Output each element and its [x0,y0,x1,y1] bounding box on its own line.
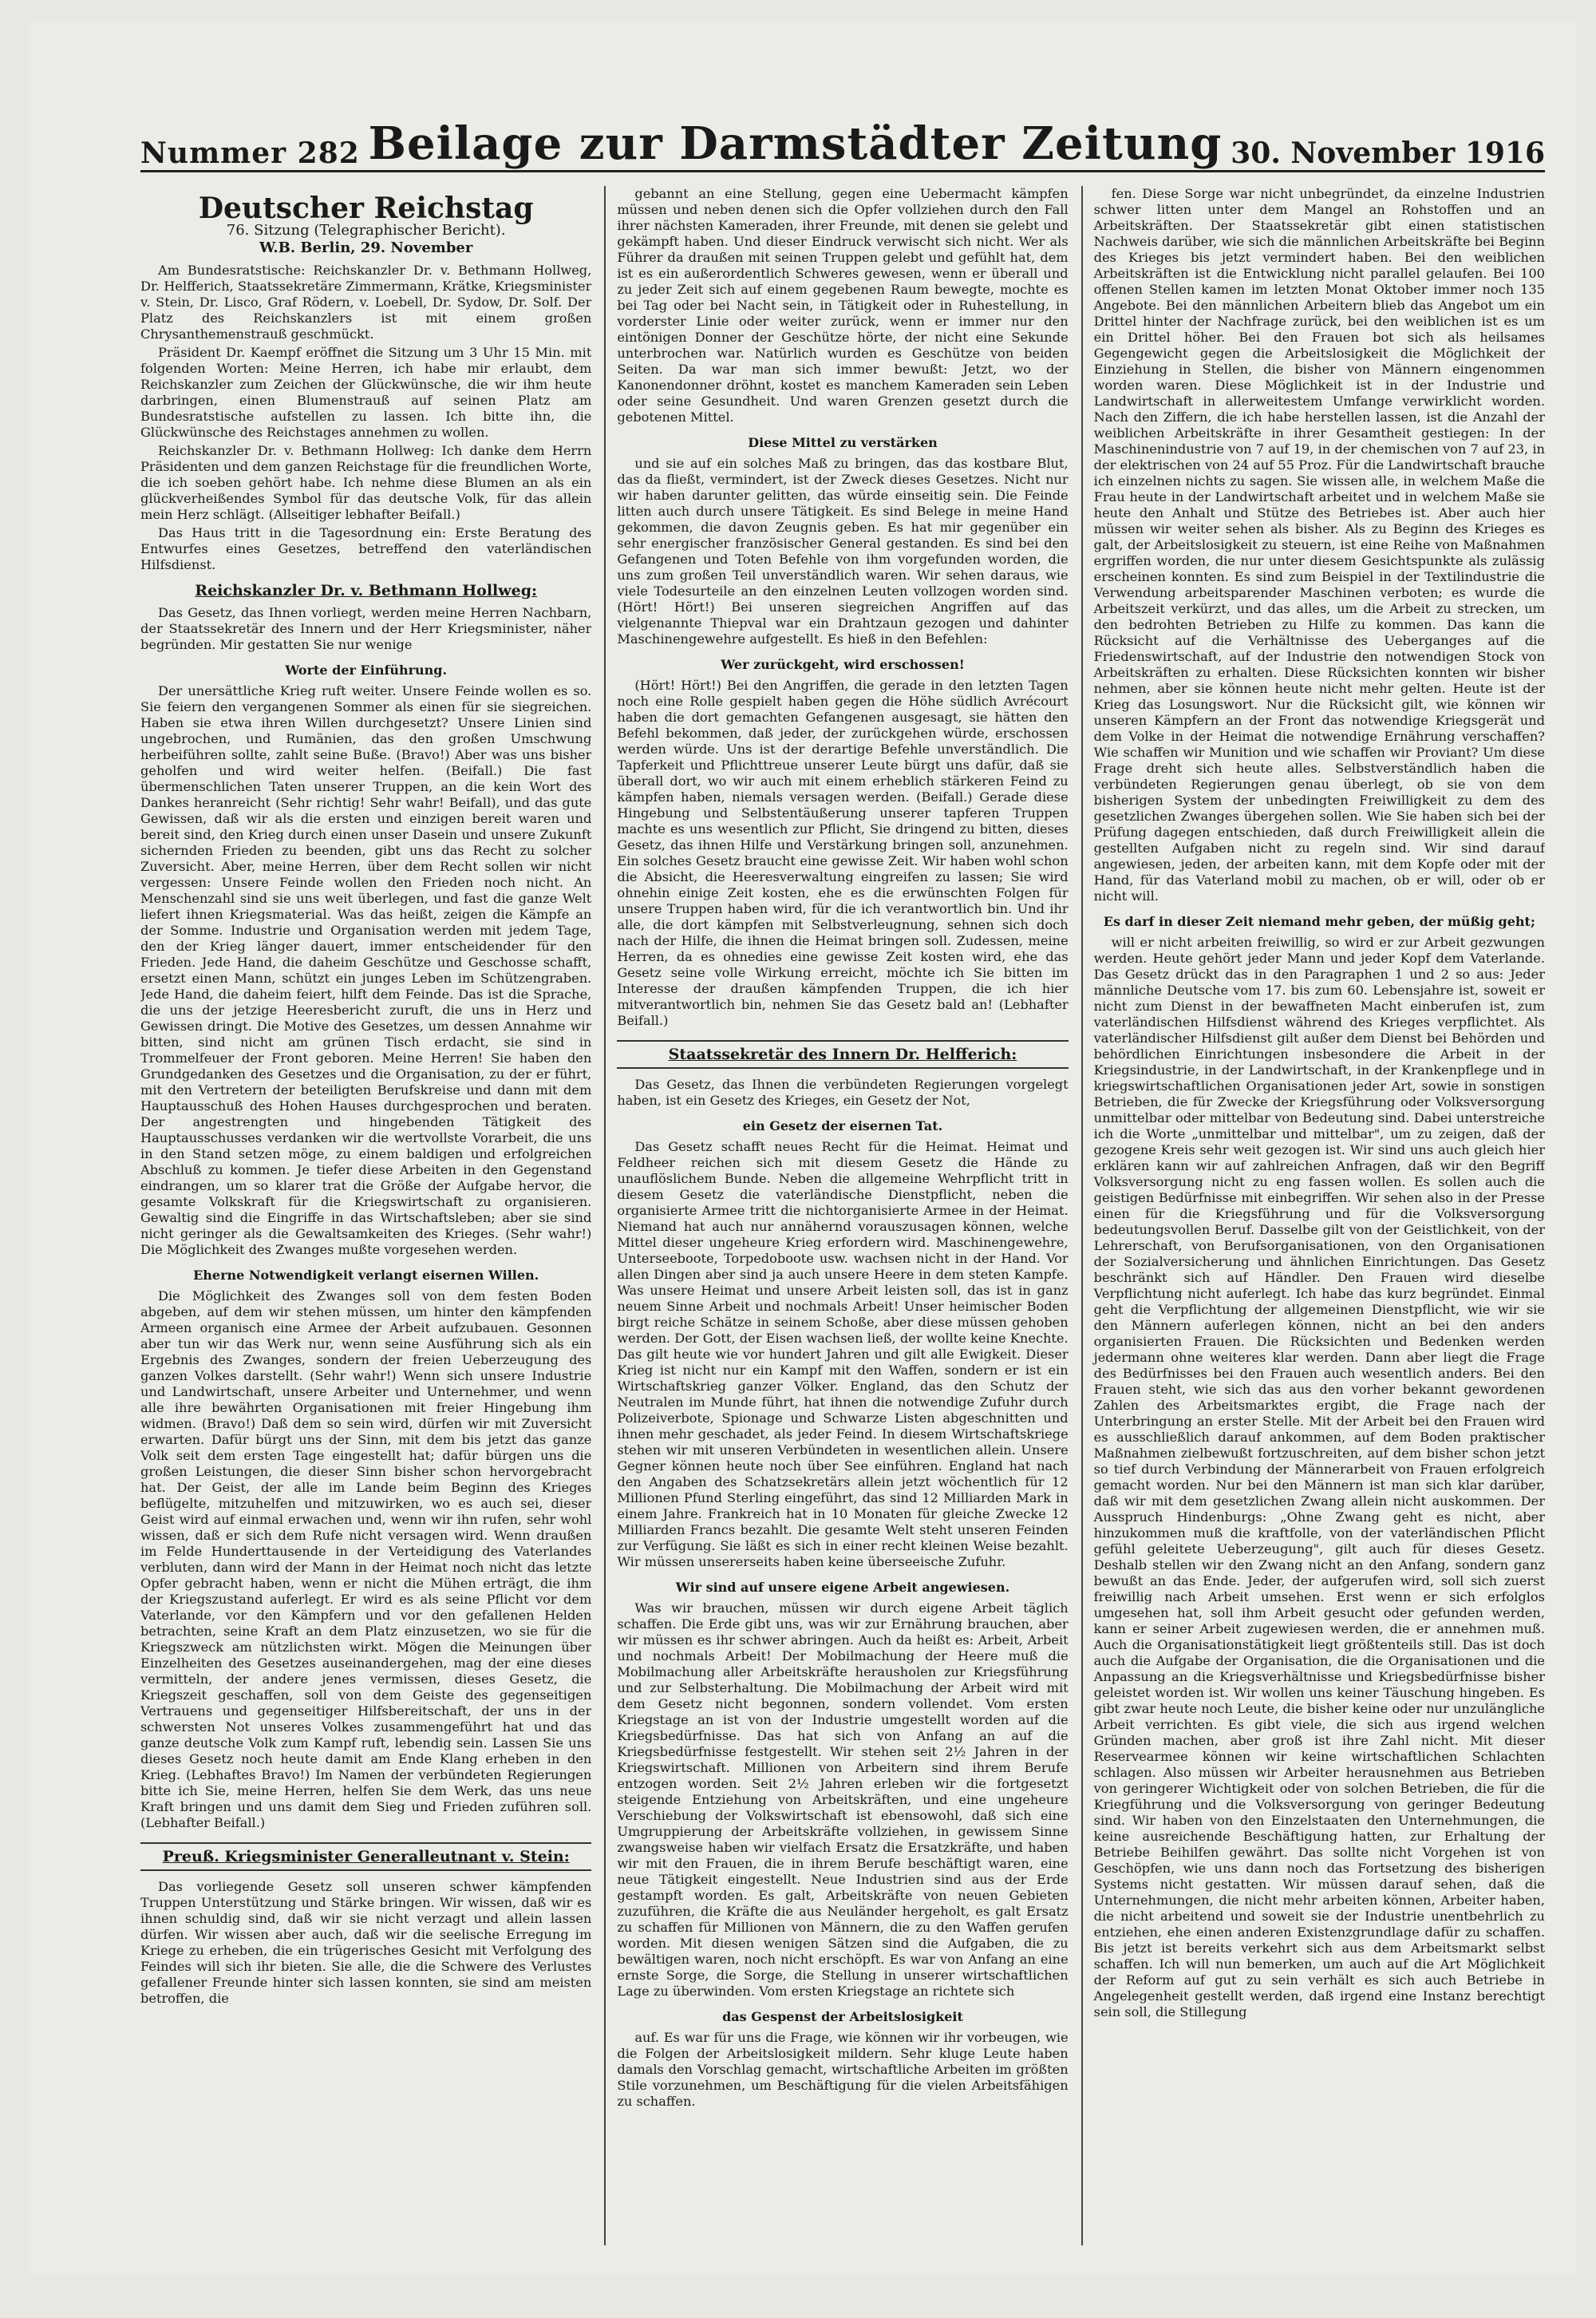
speaker-block [140,1842,591,1871]
newspaper-page [29,22,1577,2273]
paragraph: Das Gesetz, das Ihnen vorliegt, werden meine Herren Nachbarn, der Staatssekretär des Innern und der Herr Kriegsminister, näher begründen. Mir gestatten Sie nur wenige [140,605,592,652]
paragraph: Am Bundesratstische: Reichskanzler Dr. v. Bethmann Hollweg, Dr. Helfferich, Staatssekretäre Zimmermann, Krätke, Kriegsminister v. Stein, Dr. Lisco, Graf Rödern, v. Loebell, Dr. Sydow, Dr. Solf. Der Platz des Reichskanzlers ist mit einem großen Chrysanthemenstrauß geschmückt. [140,263,592,342]
speaker-heading: Staatssekretär des Innern Dr. Helfferich: [668,1046,1017,1063]
paragraph: Der unersättliche Krieg ruft weiter. Unsere Feinde wollen es so. Sie feiern den vergangenen Sommer als einen für sie siegreichen. Haben sie etwa ihren Willen durchgesetzt? Unsere Linien sind ungebrochen, und Rumänien, das den großen Umschwung herbeiführen sollte, zahlt seine Buße. (Bravo!) Aber was uns bisher geholfen und wird weiter helfen. (Beifall.) Die fast übermenschlichen Taten unserer Truppen, an die kein Wort des Dankes heranreicht (Sehr richtig! Sehr wahr! Beifall), und das gute Gewissen, daß wir als die ersten und einzigen bereit waren und bereit sind, den Krieg durch einen unser Dasein und unsere Zukunft sichernden Frieden zu beenden, gibt uns das Recht zu solcher Zuversicht. Aber, meine Herren, über dem Recht sollen wir nicht vergessen: Unsere Feinde wollen den Frieden noch nicht. An Menschenzahl sind sie uns weit überlegen, und fast die ganze Welt liefert ihnen Kriegsmaterial. Was das heißt, zeigen die Kämpfe an der Somme. Industrie und Organisation werden mit jedem Tage, den der Krieg länger dauert, immer entscheidender für den Frieden. Jede Hand, die daheim Geschütze und Geschosse schafft, ersetzt einen Mann, schützt ein junges Leben im Schützengraben. Jede Hand, die daheim feiert, hilft dem Feinde. Das ist die Sprache, die uns der jetzige Heeresbericht zuruft, die uns in Herz und Gewissen dringt. Die Motive des Gesetzes, um dessen Annahme wir bitten, sind nicht am grünen Tisch erdacht, sie sind in Trommelfeuer der Front geboren. Meine Herren! Sie haben den Grundgedanken des Gesetzes und die Organisation, zu der er führt, mit den Vertretern der beteiligten Berufskreise und dann mit dem Hauptausschuß des Hohen Hauses durchgesprochen und beraten. Der angestrengten und hingebenden Tätigkeit des Hauptausschusses verdanken wir die wertvollste Vorarbeit, die uns in den Stand setzen möge, zu einem baldigen und erfolgreichen Abschluß zu kommen. Je tiefer diese Arbeiten in den Gegenstand eindrangen, um so klarer trat die Größe der Aufgabe hervor, die gesamte Volkskraft für die Kriegswirtschaft zu organisieren. Gewaltig sind die Eingriffe in das Wirtschaftsleben; aber sie sind nicht geringer als die Gewaltsamkeiten des Krieges. (Sehr wahr!) Die Möglichkeit des Zwanges mußte vorgesehen werden. [140,683,592,1257]
paragraph: Das Gesetz, das Ihnen die verbündeten Regierungen vorgelegt haben, ist ein Gesetz des Krieges, ein Gesetz der Not, [617,1077,1069,1108]
paragraph: Das Gesetz schafft neues Recht für die Heimat. Heimat und Feldheer reichen sich mit diesem Gesetz die Hände zu unauflöslichem Bunde. Neben die allgemeine Wehrpflicht tritt in diesem Gesetz die vaterländische Dienstpflicht, neben die organisierte Armee tritt die nichtorganisierte Armee in der Heimat. Niemand hat auch nur annähernd vorauszusagen können, welche Mittel dieser ungeheure Krieg erfordern wird. Maschinengewehre, Unterseeboote, Torpedoboote usw. wachsen nicht in der Hand. Vor allen Dingen aber sind ja auch unsere Heere in dem steten Kampfe. Was unsere Heimat und unsere Arbeit leisten soll, das ist in ganz neuem Sinne Arbeit und nochmals Arbeit! Unser heimischer Boden birgt reiche Schätze in seinem Schoße, aber diese müssen gehoben werden. Der Gott, der Eisen wachsen ließ, der wollte keine Knechte. Das gilt heute wie vor hundert Jahren und gilt alle Ewigkeit. Dieser Krieg ist nicht nur ein Kampf mit den Waffen, sondern er ist ein Wirtschaftskrieg ganzer Völker. England, das den Schutz der Neutralen im Munde führt, hat ihnen die notwendige Zufuhr durch Polizeiverbote, Spionage und Schwarze Listen abgeschnitten und ihnen mehr geschadet, als jeder Feind. In diesem Wirtschaftskriege stehen wir mit unseren Verbündeten in wesentlichen allein. Unsere Gegner können heute noch über See einführen. England hat nach den Angaben des Schatzsekretärs allein jetzt wöchentlich für 12 Millionen Pfund Sterling eingeführt, das sind 12 Milliarden Mark in einem Jahre. Frankreich hat in 10 Monaten für gleiche Zwecke 12 Milliarden Francs bezahlt. Die gesamte Welt steht unseren Feinden zur Verfügung. Sie läßt es sich in einer recht kleinen Weise bezahlt. Wir müssen unsererseits haben keine überseeische Zufuhr. [617,1139,1069,1569]
masthead [140,114,1545,172]
newspaper-title: Beilage zur Darmstädter Zeitung [368,117,1223,170]
speaker-block [617,1040,1068,1069]
column-2 [604,186,1068,2245]
paragraph: und sie auf ein solches Maß zu bringen, das das kostbare Blut, das da fließt, vermindert, ist der Zweck dieses Gesetzes. Nicht nur wir haben darunter gelitten, das würde einseitig sein. Die Feinde litten auch durch unsere Tätigkeit. Es sind Belege in meine Hand gekommen, die davon Zeugnis geben. Es hat mir gegenüber ein sehr energischer französischer General gestanden. Es sind bei den Gefangenen und Toten Befehle von ihm vorgefunden worden, die uns zum großen Teil unverständlich waren. Wir sehen daraus, wie viele Todesurteile an den einzelnen Leuten vollzogen worden sind. (Hört! Hört!) Bei unseren siegreichen Angriffen auf das vielgenannte Thiepval war ein Drahtzaun gezogen und dahinter Maschinengewehre aufgestellt. Es hieß in den Befehlen: [617,456,1069,647]
subheading: ein Gesetz der eisernen Tat. [742,1118,943,1133]
issue-number: Nummer 282 [140,136,360,170]
subheading: Diese Mittel zu verstärken [748,435,938,450]
subheading: Es darf in dieser Zeit niemand mehr geben, der müßig geht; [1103,914,1535,929]
subheading: Worte der Einführung. [285,663,448,678]
subheading: Wer zurückgeht, wird erschossen! [721,657,965,672]
paragraph: Das Haus tritt in die Tagesordnung ein: Erste Beratung des Entwurfes eines Gesetzes, betreffend den vaterländischen Hilfsdienst. [140,525,592,572]
issue-date: 30. November 1916 [1231,136,1545,170]
column-1 [140,186,591,2245]
paragraph: will er nicht arbeiten freiwillig, so wird er zur Arbeit gezwungen werden. Heute gehört jeder Mann und jeder Kopf dem Vaterlande. Das Gesetz drückt das in den Paragraphen 1 und 2 so aus: Jeder männliche Deutsche vom 17. bis zum 60. Lebensjahre ist, soweit er nicht zum Dienst in der bewaffneten Macht einberufen ist, zum vaterländischen Hilfsdienst während des Krieges verpflichtet. Als vaterländischer Hilfsdienst gilt außer dem Dienst bei Behörden und behördlichen Einrichtungen insbesondere die Arbeit in der Kriegsindustrie, in der Landwirtschaft, in der Krankenpflege und in kriegswirtschaftlichen Organisationen jeder Art, sowie in sonstigen Betrieben, die für Zwecke der Kriegsführung oder Volksversorgung unmittelbar oder mittelbar von Bedeutung sind. Dabei unterstreiche ich die Worte „unmittelbar und mittelbar", um zu zeigen, daß der gezogene Kreis sehr weit gezogen ist. Wir sind uns auch gleich hier erklären kann wir auf zahlreichen Anfragen, daß wir den Begriff Volksversorgung nicht zu eng fassen wollen. Es sollen auch die geistigen Bedürfnisse mit einbegriffen. Wir sehen also in der Presse einen für die Kriegsführung und für die Volksversorgung bedeutungsvollen Beruf. Dasselbe gilt von der Geistlichkeit, von der Lehrerschaft, von Berufsorganisationen, von den Organisationen der Sozialversicherung und ähnlichen Einrichtungen. Das Gesetz beschränkt sich auf Händler. Den Frauen wird dieselbe Verpflichtung nicht auferlegt. Ich habe das kurz begründet. Einmal geht die Verpflichtung der allgemeinen Dienstpflicht, wie wir sie den Männern auferlegen können, nicht an bei den anders organisierten Frauen. Die Rücksichten und Bedenken werden jedermann ohne weiteres klar werden. Dann aber liegt die Frage des Bedürfnisses bei den Frauen auch wesentlich anders. Bei den Frauen steht, wie sich das aus den vorher bekannt gewordenen Zahlen des Arbeitsmarktes ergibt, die Frage nach der Unterbringung an erster Stelle. Mit der Arbeit bei den Frauen wird es ausschließlich darauf ankommen, auf dem Boden praktischer Maßnahmen zielbewußt fortzuschreiten, auf dem bisher schon jetzt so tief durch Verbindung der Männerarbeit von Frauen erfolgreich gemacht worden. Nur bei den Männern ist man sich klar darüber, daß wir mit dem gesetzlichen Zwang allein nicht auskommen. Der Ausspruch Hindenburgs: „Ohne Zwang geht es nicht, aber hinzukommen muß die kraftfolle, von der vaterländischen Pflicht gefühl geleitete Ueberzeugung", gilt auch für dieses Gesetz. Deshalb stellen wir den Zwang nicht an den Anfang, sondern ganz bewußt an das Ende. Jeder, der aufgerufen wird, soll sich zuerst freiwillig nach Arbeit umsehen. Erst wenn er sich erfolglos umgesehen hat, soll ihm Arbeit gesucht oder gefunden werden, kann er seiner Arbeit zugewiesen werden, die er annehmen muß. Auch die Organisationstätigkeit liegt größtenteils still. Das ist doch auch die Aufgabe der Organisation, die die Organisationen und die Anpassung an die Kriegsverhältnisse und Kriegsbedürfnisse bisher geleistet worden ist. Wir wollen uns keiner Täuschung hingeben. Es gibt zwar heute noch Leute, die bisher keine oder nur unzulängliche Arbeit verrichten. Es gibt viele, die sich aus irgend welchen Gründen machen, aber groß ist ihre Zahl nicht. Mit dieser Reservearmee können wir keine wirtschaftlichen Schlachten schlagen. Also müssen wir Arbeiter herausnehmen aus Betrieben von geringerer Wichtigkeit oder von solchen Betrieben, die für die Kriegführung und die Volksversorgung von geringer Bedeutung sind. Wir haben von den Einzelstaaten den Unternehmungen, die keine ausreichende Beschäftigung hatten, zur Erhaltung der Betriebe Beihilfen gewährt. Das sollte nicht Vorgehen ist von Geschöpfen, wie uns dann noch das Fortsetzung des bisherigen Systems nicht gestatten. Wir müssen darauf sehen, daß die Unternehmungen, die nicht mehr arbeiten können, Arbeiter haben, die nicht arbeitend und soweit sie der Industrie unentbehrlich zu entziehen, ehe einen anderen Existenzgrundlage dafür zu schaffen. Bis jetzt ist bereits verkehrt sich aus dem Arbeitsmarkt selbst schaffen. Ich will nun bemerken, um auch auf die Art Möglichkeit der Reform auf gut zu sein verhält es sich auch Betriebe in Angelegenheit gestellt werden, daß irgend eine Instanz berechtigt sein soll, die Stillegung [1093,935,1545,2019]
subheading: Eherne Notwendigkeit verlangt eisernen Willen. [193,1268,539,1283]
session-line: 76. Sitzung (Telegraphischer Bericht). [226,222,506,239]
article-columns [140,186,1545,2245]
subheading: Wir sind auf unsere eigene Arbeit angewiesen. [675,1580,1010,1595]
column-3 [1081,186,1545,2245]
paragraph: Präsident Dr. Kaempf eröffnet die Sitzung um 3 Uhr 15 Min. mit folgenden Worten: Meine Herren, ich habe mir erlaubt, dem Reichskanzler zum Zeichen der Glückwünsche, die wir ihm heute darbringen, einen Blumenstrauß auf seinen Platz am Bundesratstische aufstellen zu lassen. Ich bitte ihn, die Glückwünsche des Reichstages annehmen zu wollen. [140,345,592,440]
paragraph: (Hört! Hört!) Bei den Angriffen, die gerade in den letzten Tagen noch eine Rolle gespielt haben gegen die Höhe südlich Avrécourt haben die dort gemachten Gefangenen ausgesagt, sie hätten den Befehl bekommen, daß jeder, der zurückgehen würde, erschossen werden würde. Uns ist der derartige Befehle unverständlich. Die Tapferkeit und Pflichttreue unserer Leute bürgt uns dafür, daß sie überall dort, wo wir auch mit einem erheblich stärkeren Feind zu kämpfen haben, niemals versagen werden. (Beifall.) Gerade diese Hingebung und Selbstentäußerung unserer tapferen Truppen machte es uns wesentlich zur Pflicht, Sie dringend zu bitten, dieses Gesetz, das ihnen Hilfe und Verstärkung bringen soll, anzunehmen. Ein solches Gesetz braucht eine gewisse Zeit. Wir haben wohl schon die Absicht, die Heeresverwaltung eingreifen zu lassen; Sie wird ohnehin einige Zeit kosten, ehe es die erwünschten Folgen für unsere Truppen haben wird, für die ich verantwortlich bin. Und ihr alle, die dort kämpfen mit Selbstverleugnung, sehnen sich doch nach der Hilfe, die ihnen die Heimat bringen soll. Zudessen, meine Herren, da es ohnedies eine gewisse Zeit kosten wird, ehe das Gesetz seine volle Wirkung erreicht, möchte ich Sie bitten im Interesse der draußen kämpfenden Truppen, die ich hier mitverantwortlich bin, nehmen Sie das Gesetz bald an! (Lebhafter Beifall.) [617,678,1069,1028]
speaker-heading: Preuß. Kriegsminister Generalleutnant v. Stein: [162,1848,570,1865]
section-title: Deutscher Reichstag [198,192,534,225]
subheading: das Gespenst der Arbeitslosigkeit [722,2009,963,2024]
paragraph: Was wir brauchen, müssen wir durch eigene Arbeit täglich schaffen. Die Erde gibt uns, was wir zur Ernährung brauchen, aber wir müssen es ihr schwer abringen. Auch da heißt es: Arbeit, Arbeit und nochmals Arbeit! Der Mobilmachung der Heere muß die Mobilmachung aller Arbeitskräfte herausholen zur Kriegsführung und zur Selbsterhaltung. Die Mobilmachung der Arbeit wird mit dem Gesetz nicht begonnen, sondern vollendet. Vom ersten Kriegstage an ist von der Industrie umgestellt worden auf die Kriegsbedürfnisse. Das hat sich von Anfang an auf die Kriegsbedürfnisse festgestellt. Wir stehen seit 2½ Jahren in der Kriegswirtschaft. Millionen von Arbeitern sind ihrem Berufe entzogen worden. Seit 2½ Jahren erleben wir die fortgesetzt steigende Entziehung von Arbeitskräften, und eine ungeheure Verschiebung der Volkswirtschaft ist ebensowohl, daß sich eine Umgruppierung der Arbeitskräfte vollziehen, in gewissem Sinne zwangsweise haben wir vielfach Ersatz die Ersatzkräfte, und haben wir mit den Frauen, die in ihrem Berufe beschäftigt waren, eine neue Tätigkeit eingestellt. Neue Industrien sind aus der Erde gestampft worden. Es galt, Arbeitskräfte von neuen Gebieten zuzuführen, die Kräfte die aus Neuländer hergeholt, es galt Ersatz zu schaffen für Millionen von Männern, die zu den Waffen gerufen worden. Mit diesen wenigen Sätzen sind die Aufgaben, die zu bewältigen waren, noch nicht erschöpft. Es war von Anfang an eine ernste Sorge, die Sorge, die Stellung in unserer wirtschaftlichen Lage zu überwinden. Vom ersten Kriegstage an richtete sich [617,1600,1069,1999]
paragraph: Die Möglichkeit des Zwanges soll von dem festen Boden abgeben, auf dem wir stehen müssen, um hinter den kämpfenden Armeen organisch eine Armee der Arbeit aufzubauen. Gesonnen aber tun wir das Werk nur, wenn seine Ausführung sich als ein Ergebnis des Zwanges, sondern der freien Ueberzeugung des ganzen Volkes darstellt. (Sehr wahr!) Wenn sich unsere Industrie und Landwirtschaft, unsere Arbeiter und Unternehmer, und wenn alle ihre bewährten Organisationen mit freier Hingebung ihm widmen. (Bravo!) Daß dem so sein wird, dürfen wir mit Zuversicht erwarten. Dafür bürgt uns der Sinn, mit dem bis jetzt das ganze Volk seit dem ersten Tage eingestellt hat; dafür bürgen uns die großen Leistungen, die dieser Sinn bisher schon hervorgebracht hat. Der Geist, der alle im Lande beim Beginn des Krieges beflügelte, mitzuhelfen und mitzuwirken, wo es auch sei, dieser Geist wird auf einmal erwachen und, wenn wir ihn rufen, sehr wohl wissen, daß er sich dem Rufe nicht versagen wird. Wenn draußen im Felde Hunderttausende in der Verteidigung des Vaterlandes verbluten, dann wird der Mann in der Heimat noch nicht das letzte Opfer gebracht haben, wenn er nicht die Mühen erträgt, die ihm der Kriegszustand auferlegt. Er wird es als seine Pflicht vor dem Vaterlande, vor den Kämpfern und vor den gefallenen Helden betrachten, seine Kraft an dem Platz einzusetzen, wo sie für die Kriegszweck am nützlichsten wirkt. Mögen die Meinungen über Einzelheiten des Gesetzes auseinandergehen, mag der eine dieses vermitteln, der andere jenes vermissen, dieses Gesetz, die Kriegszeit geschaffen, soll von dem Geiste des gegenseitigen Vertrauens und gegenseitiger Hilfsbereitschaft, der uns in der schwersten Not unseres Volkes zusammengeführt hat und das ganze deutsche Volk zum Kampf ruft, lebendig sein. Lassen Sie uns dieses Gesetz noch heute damit am Ende Klang erheben in den Krieg. (Lebhaftes Bravo!) Im Namen der verbündeten Regierungen bitte ich Sie, meine Herren, helfen Sie dem Werk, das uns neue Kraft bringen und uns damit dem Sieg und Frieden zuführen soll. (Lebhafter Beifall.) [140,1288,592,1830]
dateline: W.B. Berlin, 29. November [259,239,473,256]
speaker-heading: Reichskanzler Dr. v. Bethmann Hollweg: [195,582,538,599]
paragraph: gebannt an eine Stellung, gegen eine Uebermacht kämpfen müssen und neben denen sich die Opfer vollziehen durch den Fall ihrer nächsten Kameraden, ihrer Freunde, mit denen sie gelebt und gekämpft haben. Und dieser Eindruck verwischt sich nicht. Wer als Führer da draußen mit seinen Truppen gelebt und gefühlt hat, dem ist es ein außerordentlich Schweres gewesen, wenn er überall und zu jeder Zeit sich auf einem gegebenen Raum bewegte, mochte es bei Tag oder bei Nacht sein, in Tätigkeit oder in Ruhestellung, in vorderster Linie oder weiter zurück, wenn er immer nur den eintönigen Donner der Geschütze hörte, der nicht eine Sekunde unterbrochen war. Natürlich wurden es Geschütze von beiden Seiten. Da war man sich immer bewußt: Jetzt, wo der Kanonendonner dröhnt, kostet es manchem Kameraden sein Leben oder seine Gesundheit. Und waren Grenzen gesetzt durch die gebotenen Mittel. [617,186,1069,425]
paragraph: auf. Es war für uns die Frage, wie können wir ihr vorbeugen, wie die Folgen der Arbeitslosigkeit mildern. Sehr kluge Leute haben damals den Vorschlag gemacht, wirtschaftliche Arbeiten im größten Stile vorzunehmen, um Beschäftigung für die vielen Arbeitsfähigen zu schaffen. [617,2030,1069,2109]
paragraph: Das vorliegende Gesetz soll unseren schwer kämpfenden Truppen Unterstützung und Stärke bringen. Wir wissen, daß wir es ihnen schuldig sind, daß wir sie nicht verzagt und allein lassen dürfen. Wir wissen aber auch, daß wir die seelische Erregung im Kriege zu erheben, die ein trügerisches Gesicht mit Verfolgung des Feindes will sich ihr bieten. Sie alle, die die Schwere des Verlustes gefallener Freunde hinter sich lassen konnten, sie sind am meisten betroffen, die [140,1879,592,2006]
paragraph: Reichskanzler Dr. v. Bethmann Hollweg: Ich danke dem Herrn Präsidenten und dem ganzen Reichstage für die freundlichen Worte, die ich soeben gehört habe. Ich nehme diese Blumen an als ein glückverheißendes Symbol für das deutsche Volk, für das allein mein Herz schlägt. (Allseitiger lebhafter Beifall.) [140,443,592,522]
paragraph: fen. Diese Sorge war nicht unbegründet, da einzelne Industrien schwer litten unter dem Mangel an Rohstoffen und an Arbeitskräften. Der Staatssekretär gibt einen statistischen Nachweis darüber, wie sich die männlichen Arbeitskräfte bei Beginn des Krieges bis jetzt vermindert haben. Bei den weiblichen Arbeitskräften ist die Entwicklung nicht parallel gelaufen. Bei 100 offenen Stellen kamen im letzten Monat Oktober immer noch 135 Angebote. Bei den männlichen Arbeitern blieb das Angebot um ein Drittel hinter der Nachfrage zurück, bei den weiblichen ist es um ein Drittel höher. Bei den Frauen bot sich als heilsames Gegengewicht gegen die Arbeitslosigkeit die Möglichkeit der Einziehung in Stellen, die bisher von Männern eingenommen worden waren. Diese Möglichkeit ist in der Industrie und Landwirtschaft in allerweitestem Umfange verwirklicht worden. Nach den Ziffern, die ich habe herstellen lassen, ist die Anzahl der weiblichen Arbeitskräfte in ihrer Gesamtheit gestiegen: In der Maschinenindustrie von 7 auf 19, in der chemischen von 7 auf 23, in der elektrischen von 24 auf 55 Proz. Für die Landwirtschaft brauche ich einzelnen nichts zu sagen. Sie wissen alle, in welchem Maße die Frau heute in der Landwirtschaft arbeitet und in welchem Maße sie heute den Anhalt und Stütze des Betriebes ist. Aber auch hier müssen wir weiter sehen als bisher. Als zu Beginn des Krieges es galt, der Arbeitslosigkeit zu steuern, ist eine Reihe von Maßnahmen ergriffen worden, die nur unter diesem Gesichtspunkte als zulässig erscheinen konnten. Es sind zum Beispiel in der Textilindustrie die Verwendung arbeitsparender Maschinen verboten; es wurde die Arbeitszeit verkürzt, und das alles, um die Arbeit zu strecken, um den bedrohten Betrieben zu Hilfe zu kommen. Das kann die Rücksicht auf die Verhältnisse des Ueberganges auf die Friedenswirtschaft, auf der Industrie den notwendigen Stock von Arbeitskräften zu erhalten. Diese Rücksichten konnten wir bisher nehmen, aber sie können heute nicht mehr gelten. Heute ist der Krieg das Losungswort. Nur die Rücksicht gilt, wie können wir unseren Kämpfern an der Front das notwendige Kriegsgerät und dem Volke in der Heimat die notwendige Ernährung verschaffen? Wie schaffen wir Munition und wie schaffen wir Proviant? Um diese Frage dreht sich heute alles. Selbstverständlich haben die verbündeten Regierungen genau überlegt, ob sie von dem bisherigen System der unbedingten Freiwilligkeit zu dem des gesetzlichen Zwanges übergehen sollen. Wie Sie haben sich bei der Prüfung dagegen entschieden, daß durch Freiwilligkeit allein die gestellten Aufgaben nicht zu regeln sind. Wir sind darauf angewiesen, jeden, der arbeiten kann, mit dem Kopfe oder mit der Hand, für das Vaterland mobil zu machen, ob er will, oder ob er nicht will. [1093,186,1545,904]
